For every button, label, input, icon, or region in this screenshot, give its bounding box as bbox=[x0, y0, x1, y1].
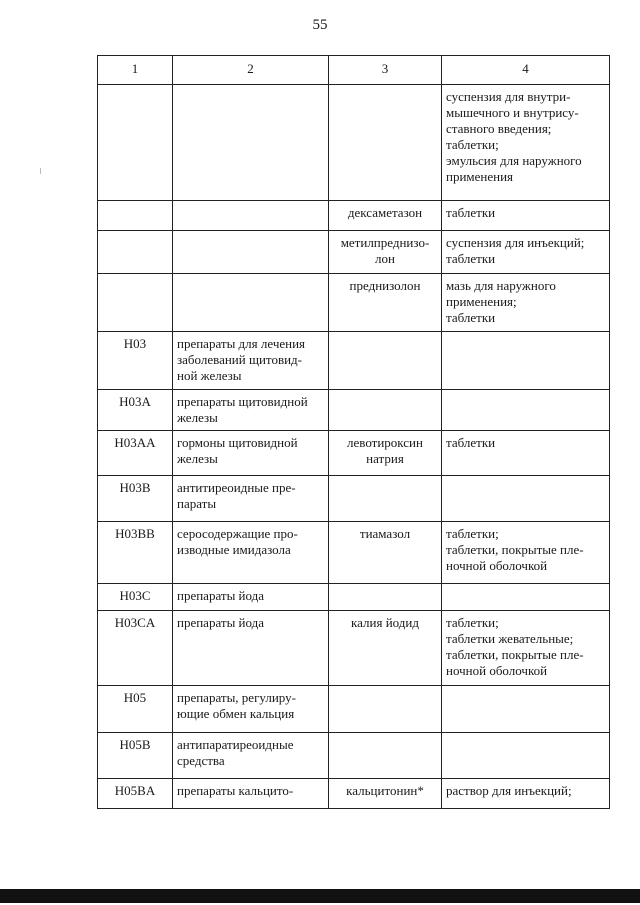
drug-name-cell bbox=[329, 231, 442, 274]
group-name-cell-text: антитиреоидные пре- параты bbox=[177, 480, 296, 511]
group-name-cell bbox=[173, 476, 329, 522]
column-header: 1 bbox=[98, 56, 173, 85]
table-header-row bbox=[98, 56, 610, 85]
group-name-cell bbox=[173, 332, 329, 390]
atc-code-cell bbox=[98, 686, 173, 733]
dosage-form-cell bbox=[442, 390, 610, 431]
group-name-cell bbox=[173, 274, 329, 332]
drug-name-cell bbox=[329, 733, 442, 779]
group-name-cell-text: препараты для лечения заболеваний щитовид- ной железы bbox=[177, 336, 306, 383]
drug-name-cell bbox=[329, 201, 442, 231]
group-name-cell bbox=[173, 231, 329, 274]
atc-code-cell bbox=[98, 390, 173, 431]
atc-code-cell-text: H05B bbox=[119, 737, 151, 752]
table-row bbox=[98, 85, 610, 201]
drug-name-cell bbox=[329, 431, 442, 476]
table-row bbox=[98, 332, 610, 390]
table-body bbox=[98, 85, 610, 809]
dosage-form-cell-text: раствор для инъекций; bbox=[446, 783, 572, 798]
group-name-cell-text: препараты щитовидной железы bbox=[177, 394, 308, 425]
table-row bbox=[98, 522, 610, 584]
dosage-form-cell-text: суспензия для инъекций; таблетки bbox=[446, 235, 585, 266]
group-name-cell bbox=[173, 611, 329, 686]
table-row bbox=[98, 733, 610, 779]
page-number: 55 bbox=[312, 17, 328, 33]
atc-code-cell bbox=[98, 584, 173, 611]
atc-code-cell-text: H03A bbox=[119, 394, 151, 409]
group-name-cell-text: препараты йода bbox=[177, 615, 265, 630]
dosage-form-cell-text: таблетки bbox=[446, 435, 496, 450]
group-name-cell-text: препараты йода bbox=[177, 588, 265, 603]
atc-code-cell bbox=[98, 274, 173, 332]
table-row bbox=[98, 476, 610, 522]
atc-code-cell bbox=[98, 733, 173, 779]
atc-code-cell bbox=[98, 431, 173, 476]
atc-code-cell bbox=[98, 611, 173, 686]
group-name-cell bbox=[173, 522, 329, 584]
dosage-form-cell-text: таблетки; таблетки, покрытые пле- ночной оболочкой bbox=[446, 526, 584, 573]
group-name-cell bbox=[173, 85, 329, 201]
group-name-cell bbox=[173, 201, 329, 231]
table-row bbox=[98, 231, 610, 274]
drug-table bbox=[97, 55, 610, 809]
group-name-cell bbox=[173, 686, 329, 733]
column-header: 3 bbox=[329, 56, 442, 85]
drug-name-cell bbox=[329, 332, 442, 390]
atc-code-cell bbox=[98, 231, 173, 274]
group-name-cell bbox=[173, 779, 329, 809]
atc-code-cell-text: H03B bbox=[119, 480, 151, 495]
column-header: 4 bbox=[442, 56, 610, 85]
drug-name-cell-text: калия йодид bbox=[351, 615, 419, 630]
group-name-cell-text: гормоны щитовидной железы bbox=[177, 435, 298, 466]
atc-code-cell-text: H03 bbox=[123, 336, 147, 351]
atc-code-cell-text: H03C bbox=[119, 588, 151, 603]
drug-name-cell-text: кальцитонин* bbox=[346, 783, 424, 798]
group-name-cell bbox=[173, 431, 329, 476]
group-name-cell bbox=[173, 733, 329, 779]
dosage-form-cell-text: суспензия для внутри- мышечного и внутрису- ставного введения; таблетки; эмульсия для наружного применения bbox=[446, 89, 582, 184]
dosage-form-cell bbox=[442, 779, 610, 809]
table-row bbox=[98, 274, 610, 332]
group-name-cell-text: серосодержащие про- изводные имидазола bbox=[177, 526, 298, 557]
table-row bbox=[98, 390, 610, 431]
scan-speck bbox=[40, 168, 41, 174]
dosage-form-cell-text: таблетки; таблетки жевательные; таблетки, покрытые пле- ночной оболочкой bbox=[446, 615, 584, 678]
dosage-form-cell bbox=[442, 231, 610, 274]
atc-code-cell bbox=[98, 201, 173, 231]
drug-name-cell bbox=[329, 611, 442, 686]
drug-name-cell bbox=[329, 274, 442, 332]
dosage-form-cell bbox=[442, 686, 610, 733]
dosage-form-cell bbox=[442, 584, 610, 611]
dosage-form-cell bbox=[442, 522, 610, 584]
atc-code-cell-text: H03CA bbox=[114, 615, 156, 630]
column-header: 2 bbox=[173, 56, 329, 85]
table-row bbox=[98, 431, 610, 476]
table-row bbox=[98, 686, 610, 733]
drug-name-cell bbox=[329, 85, 442, 201]
atc-code-cell-text: H03AA bbox=[114, 435, 156, 450]
drug-name-cell bbox=[329, 476, 442, 522]
atc-code-cell-text: H05BA bbox=[114, 783, 156, 798]
drug-name-cell bbox=[329, 390, 442, 431]
drug-name-cell bbox=[329, 584, 442, 611]
group-name-cell bbox=[173, 390, 329, 431]
dosage-form-cell bbox=[442, 85, 610, 201]
drug-name-cell-text: тиамазол bbox=[359, 526, 411, 541]
dosage-form-cell bbox=[442, 476, 610, 522]
group-name-cell-text: препараты, регулиру- ющие обмен кальция bbox=[177, 690, 296, 721]
drug-name-cell bbox=[329, 686, 442, 733]
dosage-form-cell bbox=[442, 431, 610, 476]
drug-name-cell-text: метилпреднизо- лон bbox=[340, 235, 430, 266]
group-name-cell-text: препараты кальцито- bbox=[177, 783, 294, 798]
drug-name-cell-text: левотироксин натрия bbox=[347, 435, 423, 466]
dosage-form-cell bbox=[442, 332, 610, 390]
drug-name-cell-text: дексаметазон bbox=[347, 205, 423, 220]
dosage-form-cell-text: мазь для наружного применения; таблетки bbox=[446, 278, 556, 325]
atc-code-cell bbox=[98, 522, 173, 584]
dosage-form-cell bbox=[442, 611, 610, 686]
dosage-form-cell bbox=[442, 201, 610, 231]
group-name-cell-text: антипаратиреоидные средства bbox=[177, 737, 294, 768]
atc-code-cell bbox=[98, 476, 173, 522]
drug-name-cell bbox=[329, 522, 442, 584]
table-row bbox=[98, 201, 610, 231]
dosage-form-cell bbox=[442, 274, 610, 332]
atc-code-cell bbox=[98, 332, 173, 390]
table-row bbox=[98, 611, 610, 686]
drug-name-cell-text: преднизолон bbox=[349, 278, 421, 293]
atc-code-cell-text: H05 bbox=[123, 690, 147, 705]
table-row bbox=[98, 779, 610, 809]
atc-code-cell bbox=[98, 85, 173, 201]
dosage-form-cell-text: таблетки bbox=[446, 205, 496, 220]
footer-bar bbox=[0, 889, 640, 903]
atc-code-cell-text: H03BB bbox=[115, 526, 155, 541]
dosage-form-cell bbox=[442, 733, 610, 779]
table-row bbox=[98, 584, 610, 611]
atc-code-cell bbox=[98, 779, 173, 809]
drug-name-cell bbox=[329, 779, 442, 809]
group-name-cell bbox=[173, 584, 329, 611]
